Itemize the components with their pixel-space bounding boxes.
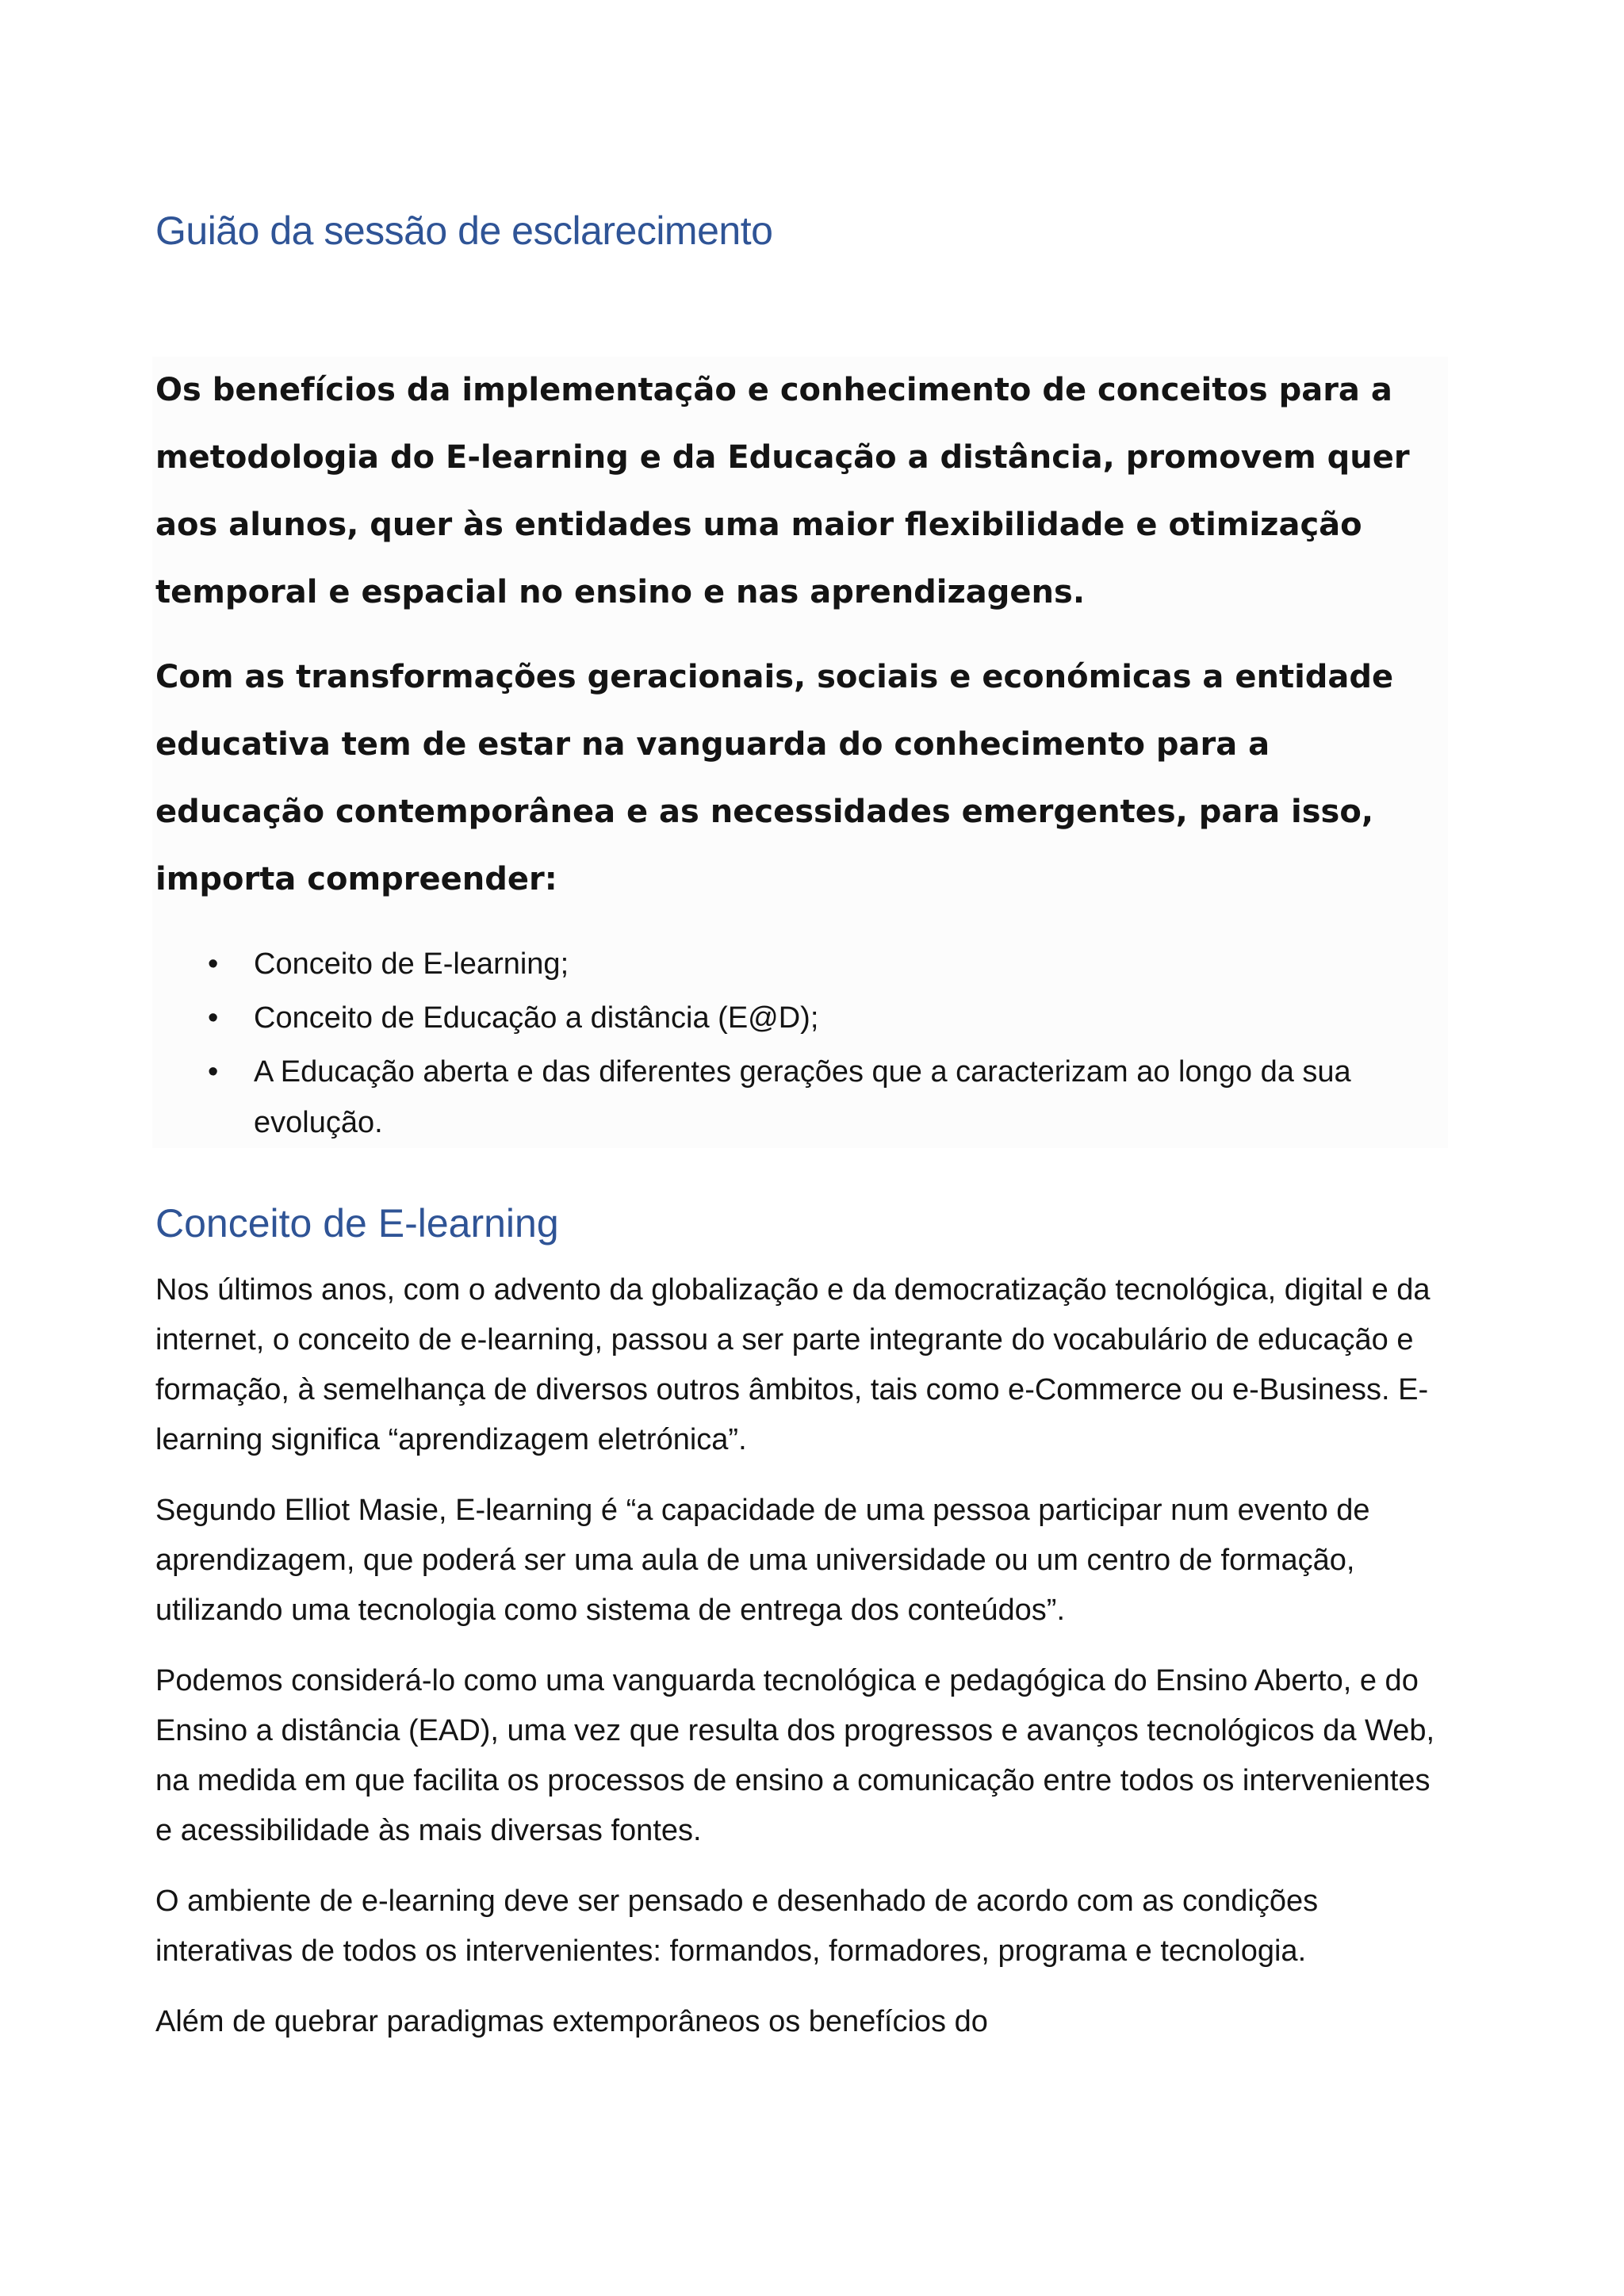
intro-paragraph: Os benefícios da implementação e conhecimento de conceitos para a metodologia do E-learning e da Educação a distância, promovem quer aos alunos, quer às entidades uma maior flexibilidade e otimização temporal e espacial no ensino e nas aprendizagens. xyxy=(155,372,1410,610)
document-title: Guião da sessão de esclarecimento xyxy=(155,209,773,253)
body-paragraph: Podemos considerá-lo como uma vanguarda tecnológica e pedagógica do Ensino Aberto, e do Ensino a distância (EAD), uma vez que resulta dos progressos e avanços tecnológicos da Web, na medida em que facilita os processos de ensino a comunicação entre todos os intervenientes e acessibilidade às mais diversas fontes. xyxy=(155,1664,1435,1847)
body-paragraph: O ambiente de e-learning deve ser pensado e desenhado de acordo com as condições interativas de todos os intervenientes: formandos, formadores, programa e tecnologia. xyxy=(155,1885,1319,1968)
body-paragraph: Segundo Elliot Masie, E-learning é “a capacidade de uma pessoa participar num evento de aprendizagem, que poderá ser uma aula de uma universidade ou um centro de formação, utilizando uma tecnologia como sistema de entrega dos conteúdos”. xyxy=(155,1494,1370,1627)
body-paragraph: Nos últimos anos, com o advento da globalização e da democratização tecnológica, digital e da internet, o conceito de e-learning, passou a ser parte integrante do vocabulário de educação e formação, à semelhança de diversos outros âmbitos, tais como e-Commerce ou e-Business. E-learning significa “aprendizagem eletrónica”. xyxy=(155,1273,1431,1456)
list-item-text: A Educação aberta e das diferentes gerações que a caracterizam ao longo da sua evolução. xyxy=(254,1055,1351,1139)
bullet-icon xyxy=(208,1047,218,1097)
bullet-icon xyxy=(208,939,218,989)
list-item xyxy=(155,1047,1448,1148)
list-item-text: Conceito de E-learning; xyxy=(254,947,569,981)
list-item xyxy=(155,939,1448,989)
list-item xyxy=(155,993,1448,1043)
body-paragraph: Além de quebrar paradigmas extemporâneos os benefícios do xyxy=(155,2005,988,2038)
topics-list xyxy=(155,939,1448,1148)
bullet-icon xyxy=(208,993,218,1043)
list-item-text: Conceito de Educação a distância (E@D); xyxy=(254,1001,819,1035)
section-heading: Conceito de E-learning xyxy=(155,1201,559,1246)
document-body xyxy=(155,208,1448,2068)
intro-block xyxy=(152,357,1448,1148)
intro-paragraph: Com as transformações geracionais, sociais e económicas a entidade educativa tem de estar na vanguarda do conhecimento para a educação contemporânea e as necessidades emergentes, para isso, importa compreender: xyxy=(155,659,1394,897)
